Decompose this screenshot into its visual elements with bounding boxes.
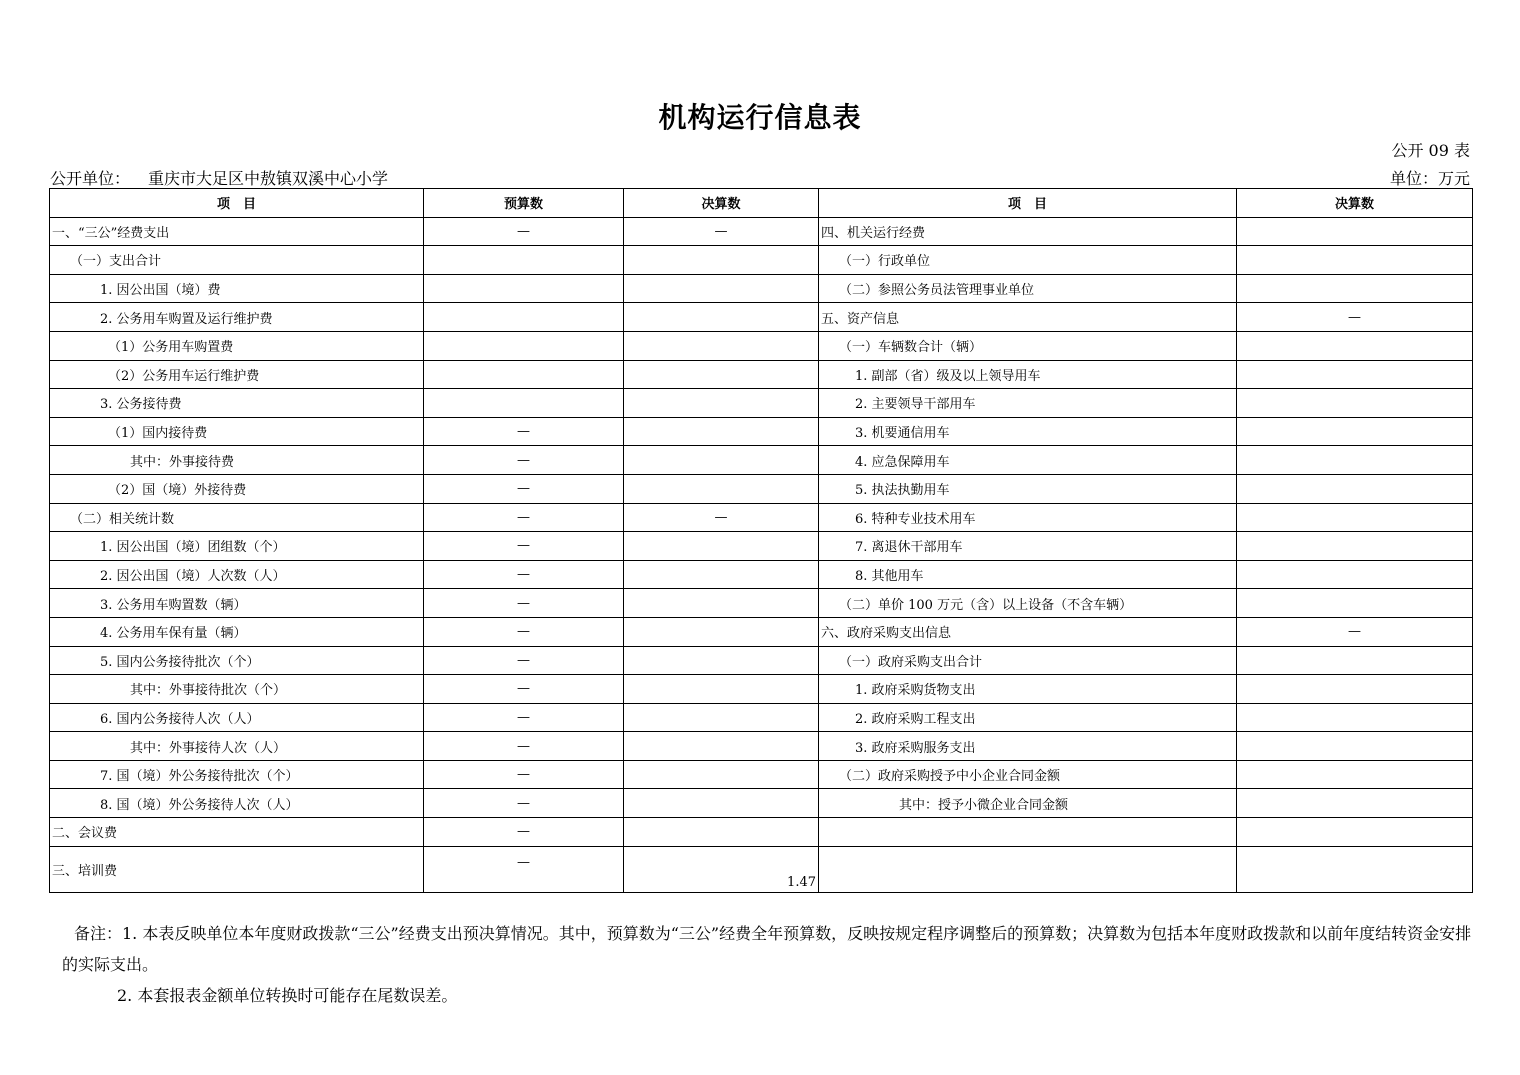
row-right-final <box>1237 246 1473 275</box>
row-item-left: 3. 公务用车购置数（辆） <box>50 589 424 618</box>
row-right-final <box>1237 646 1473 675</box>
row-item-left: 1. 因公出国（境）团组数（个） <box>50 532 424 561</box>
row-budget: — <box>424 417 624 446</box>
table-row <box>50 474 1473 503</box>
info-table <box>49 188 1473 893</box>
table-row <box>50 789 1473 818</box>
table-row <box>50 732 1473 761</box>
row-item-right: 3. 机要通信用车 <box>819 417 1237 446</box>
row-item-left: （1）公务用车购置费 <box>50 331 424 360</box>
row-right-final <box>1237 675 1473 704</box>
table-row <box>50 532 1473 561</box>
row-item-left: 6. 国内公务接待人次（人） <box>50 703 424 732</box>
table-row <box>50 675 1473 704</box>
row-right-final <box>1237 446 1473 475</box>
row-item-left: （1）国内接待费 <box>50 417 424 446</box>
row-right-final <box>1237 760 1473 789</box>
row-final <box>624 560 819 589</box>
row-item-left: 4. 公务用车保有量（辆） <box>50 617 424 646</box>
row-item-left: 其中：外事接待费 <box>50 446 424 475</box>
reporting-unit-label: 公开单位： <box>50 169 131 188</box>
row-item-right: （二）政府采购授予中小企业合同金额 <box>819 760 1237 789</box>
row-item-left: 2. 因公出国（境）人次数（人） <box>50 560 424 589</box>
row-item-left: 5. 国内公务接待批次（个） <box>50 646 424 675</box>
row-budget: — <box>424 818 624 847</box>
table-row <box>50 503 1473 532</box>
row-budget: — <box>424 446 624 475</box>
header-left-item: 项 目 <box>50 189 424 218</box>
row-item-left: 2. 公务用车购置及运行维护费 <box>50 303 424 332</box>
row-item-left: 其中：外事接待批次（个） <box>50 675 424 704</box>
row-budget: — <box>424 560 624 589</box>
row-item-right: 3. 政府采购服务支出 <box>819 732 1237 761</box>
row-final <box>624 732 819 761</box>
row-right-final <box>1237 360 1473 389</box>
row-item-right: 7. 离退休干部用车 <box>819 532 1237 561</box>
row-item-left: 1. 因公出国（境）费 <box>50 274 424 303</box>
row-right-final <box>1237 417 1473 446</box>
row-item-left: 二、会议费 <box>50 818 424 847</box>
table-row <box>50 417 1473 446</box>
table-header-row <box>50 189 1473 218</box>
row-item-right: （二）单价 100 万元（含）以上设备（不含车辆） <box>819 589 1237 618</box>
row-item-left: 一、“三公”经费支出 <box>50 217 424 246</box>
table-row <box>50 646 1473 675</box>
reporting-unit-name: 重庆市大足区中敖镇双溪中心小学 <box>148 169 389 188</box>
notes <box>62 918 1482 1011</box>
row-final <box>624 789 819 818</box>
row-right-final <box>1237 503 1473 532</box>
row-right-final <box>1237 589 1473 618</box>
row-right-final <box>1237 789 1473 818</box>
row-budget: — <box>424 846 624 892</box>
row-budget: — <box>424 617 624 646</box>
row-final <box>624 417 819 446</box>
table-row <box>50 331 1473 360</box>
row-item-right: 4. 应急保障用车 <box>819 446 1237 475</box>
row-item-right: 6. 特种专业技术用车 <box>819 503 1237 532</box>
row-right-final: — <box>1237 303 1473 332</box>
note-1: 备注：1. 本表反映单位本年度财政拨款“三公”经费支出预决算情况。其中，预算数为“三公”经费全年预算数，反映按规定程序调整后的预算数；决算数为包括本年度财政拨款和以前年度结转资金安排的实际支出。 <box>62 924 1472 974</box>
row-item-right: 六、政府采购支出信息 <box>819 617 1237 646</box>
table-row <box>50 760 1473 789</box>
row-item-right: 8. 其他用车 <box>819 560 1237 589</box>
table-row <box>50 703 1473 732</box>
row-item-right: 1. 政府采购货物支出 <box>819 675 1237 704</box>
row-final <box>624 303 819 332</box>
row-item-right: 其中：授予小微企业合同金额 <box>819 789 1237 818</box>
row-budget: — <box>424 217 624 246</box>
row-right-final: — <box>1237 617 1473 646</box>
row-final <box>624 246 819 275</box>
row-item-right: 5. 执法执勤用车 <box>819 474 1237 503</box>
row-final: — <box>624 217 819 246</box>
row-item-right: （一）政府采购支出合计 <box>819 646 1237 675</box>
row-final <box>624 818 819 847</box>
form-number: 公开 09 表 <box>1391 141 1470 160</box>
header-budget: 预算数 <box>424 189 624 218</box>
money-unit: 单位：万元 <box>1389 169 1470 188</box>
table-row <box>50 846 1473 892</box>
row-final <box>624 331 819 360</box>
table-row <box>50 303 1473 332</box>
row-item-left: （2）公务用车运行维护费 <box>50 360 424 389</box>
row-right-final <box>1237 331 1473 360</box>
row-item-right <box>819 846 1237 892</box>
row-budget: — <box>424 589 624 618</box>
table-row <box>50 360 1473 389</box>
row-item-left: 其中：外事接待人次（人） <box>50 732 424 761</box>
row-right-final <box>1237 732 1473 761</box>
row-item-right: 五、资产信息 <box>819 303 1237 332</box>
reporting-unit <box>50 166 388 189</box>
row-right-final <box>1237 217 1473 246</box>
header-final: 决算数 <box>624 189 819 218</box>
table-row <box>50 446 1473 475</box>
row-item-right: （一）车辆数合计（辆） <box>819 331 1237 360</box>
table-row <box>50 617 1473 646</box>
row-item-right <box>819 818 1237 847</box>
row-item-right: 1. 副部（省）级及以上领导用车 <box>819 360 1237 389</box>
row-right-final <box>1237 474 1473 503</box>
row-budget: — <box>424 703 624 732</box>
row-budget: — <box>424 760 624 789</box>
table-row <box>50 560 1473 589</box>
row-right-final <box>1237 274 1473 303</box>
row-right-final <box>1237 703 1473 732</box>
row-budget <box>424 303 624 332</box>
row-item-left: （二）相关统计数 <box>50 503 424 532</box>
row-final <box>624 446 819 475</box>
row-right-final <box>1237 532 1473 561</box>
table-row <box>50 274 1473 303</box>
row-item-left: （一）支出合计 <box>50 246 424 275</box>
table-row <box>50 818 1473 847</box>
row-item-right: 2. 政府采购工程支出 <box>819 703 1237 732</box>
row-final <box>624 389 819 418</box>
row-budget: — <box>424 646 624 675</box>
row-final <box>624 675 819 704</box>
table-row <box>50 389 1473 418</box>
row-budget: — <box>424 532 624 561</box>
row-final: — <box>624 503 819 532</box>
row-item-left: 3. 公务接待费 <box>50 389 424 418</box>
row-item-right: （二）参照公务员法管理事业单位 <box>819 274 1237 303</box>
row-item-right: 四、机关运行经费 <box>819 217 1237 246</box>
row-final <box>624 760 819 789</box>
row-budget <box>424 360 624 389</box>
table-row <box>50 246 1473 275</box>
row-final <box>624 646 819 675</box>
header-right-final: 决算数 <box>1237 189 1473 218</box>
page-title: 机构运行信息表 <box>658 101 862 134</box>
row-budget <box>424 274 624 303</box>
row-budget <box>424 246 624 275</box>
row-budget: — <box>424 503 624 532</box>
row-budget: — <box>424 789 624 818</box>
row-item-left: 三、培训费 <box>50 846 424 892</box>
row-budget <box>424 389 624 418</box>
row-budget: — <box>424 474 624 503</box>
row-right-final <box>1237 560 1473 589</box>
row-item-right: （一）行政单位 <box>819 246 1237 275</box>
row-final <box>624 360 819 389</box>
row-item-right: 2. 主要领导干部用车 <box>819 389 1237 418</box>
row-final <box>624 474 819 503</box>
row-item-left: （2）国（境）外接待费 <box>50 474 424 503</box>
row-right-final <box>1237 846 1473 892</box>
row-final <box>624 532 819 561</box>
table-row <box>50 589 1473 618</box>
row-budget: — <box>424 675 624 704</box>
row-final <box>624 274 819 303</box>
row-right-final <box>1237 389 1473 418</box>
row-final: 1.47 <box>624 846 819 892</box>
note-2: 2. 本套报表金额单位转换时可能存在尾数误差。 <box>117 986 458 1005</box>
row-final <box>624 617 819 646</box>
row-budget <box>424 331 624 360</box>
row-item-left: 8. 国（境）外公务接待人次（人） <box>50 789 424 818</box>
row-final <box>624 589 819 618</box>
row-budget: — <box>424 732 624 761</box>
row-item-left: 7. 国（境）外公务接待批次（个） <box>50 760 424 789</box>
header-right-item: 项 目 <box>819 189 1237 218</box>
table-row <box>50 217 1473 246</box>
row-right-final <box>1237 818 1473 847</box>
row-final <box>624 703 819 732</box>
